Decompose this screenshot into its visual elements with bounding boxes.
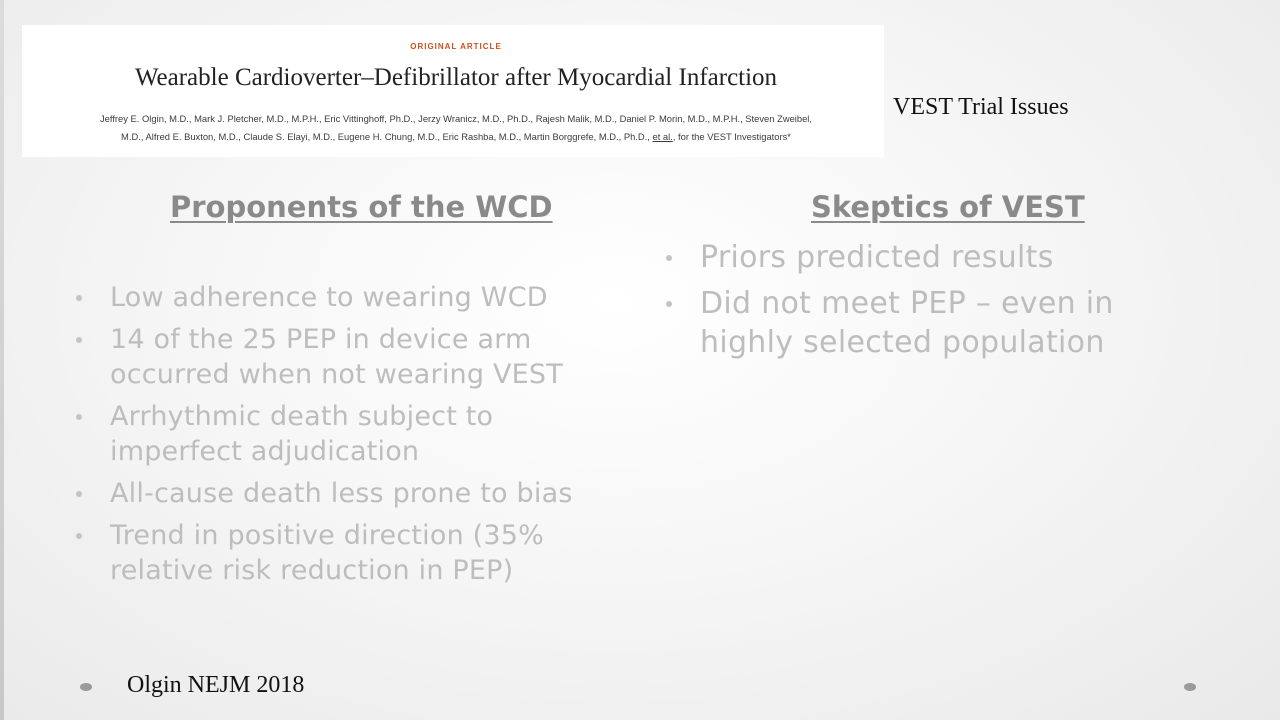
bullet-text: Priors predicted results — [700, 240, 1054, 275]
bullet-dot-icon — [76, 491, 82, 497]
list-item — [74, 280, 634, 315]
article-title: Wearable Cardioverter–Defibrillator after Myocardial Infarction — [134, 64, 778, 91]
slide-title: VEST Trial Issues — [893, 94, 1069, 120]
authors-line-2: M.D., Alfred E. Buxton, M.D., Claude S. Elayi, M.D., Eugene H. Chung, M.D., Eric Rashba, M.D., Martin Borggrefe, M.D., Ph.D., — [121, 131, 650, 142]
article-header-image — [22, 25, 884, 157]
article-authors — [44, 110, 868, 146]
citation: Olgin NEJM 2018 — [127, 672, 305, 698]
list-item — [74, 476, 634, 511]
bullet-dot-icon — [76, 295, 82, 301]
bullet-text: All-cause death less prone to bias — [110, 478, 573, 509]
skeptics-list — [664, 238, 1134, 369]
skeptics-heading: Skeptics of VEST — [811, 190, 1085, 224]
list-item — [74, 399, 634, 469]
list-item — [74, 322, 634, 392]
footer-dot-icon — [80, 683, 92, 691]
authors-line-1: Jeffrey E. Olgin, M.D., Mark J. Pletcher, M.D., M.P.H., Eric Vittinghoff, Ph.D., Jerzy Wranicz, M.D., Ph.D., Rajesh Malik, M.D., Daniel P. Morin, M.D., M.P.H., Steven Zweibel, — [99, 113, 812, 124]
slide-left-edge — [0, 0, 4, 720]
footer-dot-icon — [1184, 683, 1196, 691]
bullet-dot-icon — [76, 533, 82, 539]
list-item — [664, 238, 1134, 277]
bullet-text: 14 of the 25 PEP in device arm occurred when not wearing VEST — [110, 324, 563, 390]
bullet-text: Low adherence to wearing WCD — [110, 282, 548, 313]
proponents-list — [74, 280, 634, 595]
bullet-text: Did not meet PEP – even in highly selected population — [700, 286, 1114, 360]
list-item — [664, 284, 1134, 362]
bullet-dot-icon — [76, 337, 82, 343]
bullet-dot-icon — [76, 414, 82, 420]
authors-suffix: , for the VEST Investigators* — [672, 131, 791, 142]
bullet-text: Arrhythmic death subject to imperfect adjudication — [110, 401, 494, 467]
proponents-heading: Proponents of the WCD — [170, 190, 553, 224]
bullet-text: Trend in positive direction (35% relative risk reduction in PEP) — [110, 520, 545, 586]
list-item — [74, 518, 634, 588]
article-label: ORIGINAL ARTICLE — [410, 42, 502, 51]
bullet-dot-icon — [666, 301, 672, 307]
bullet-dot-icon — [666, 255, 672, 261]
et-al-link[interactable]: et al. — [652, 131, 673, 142]
